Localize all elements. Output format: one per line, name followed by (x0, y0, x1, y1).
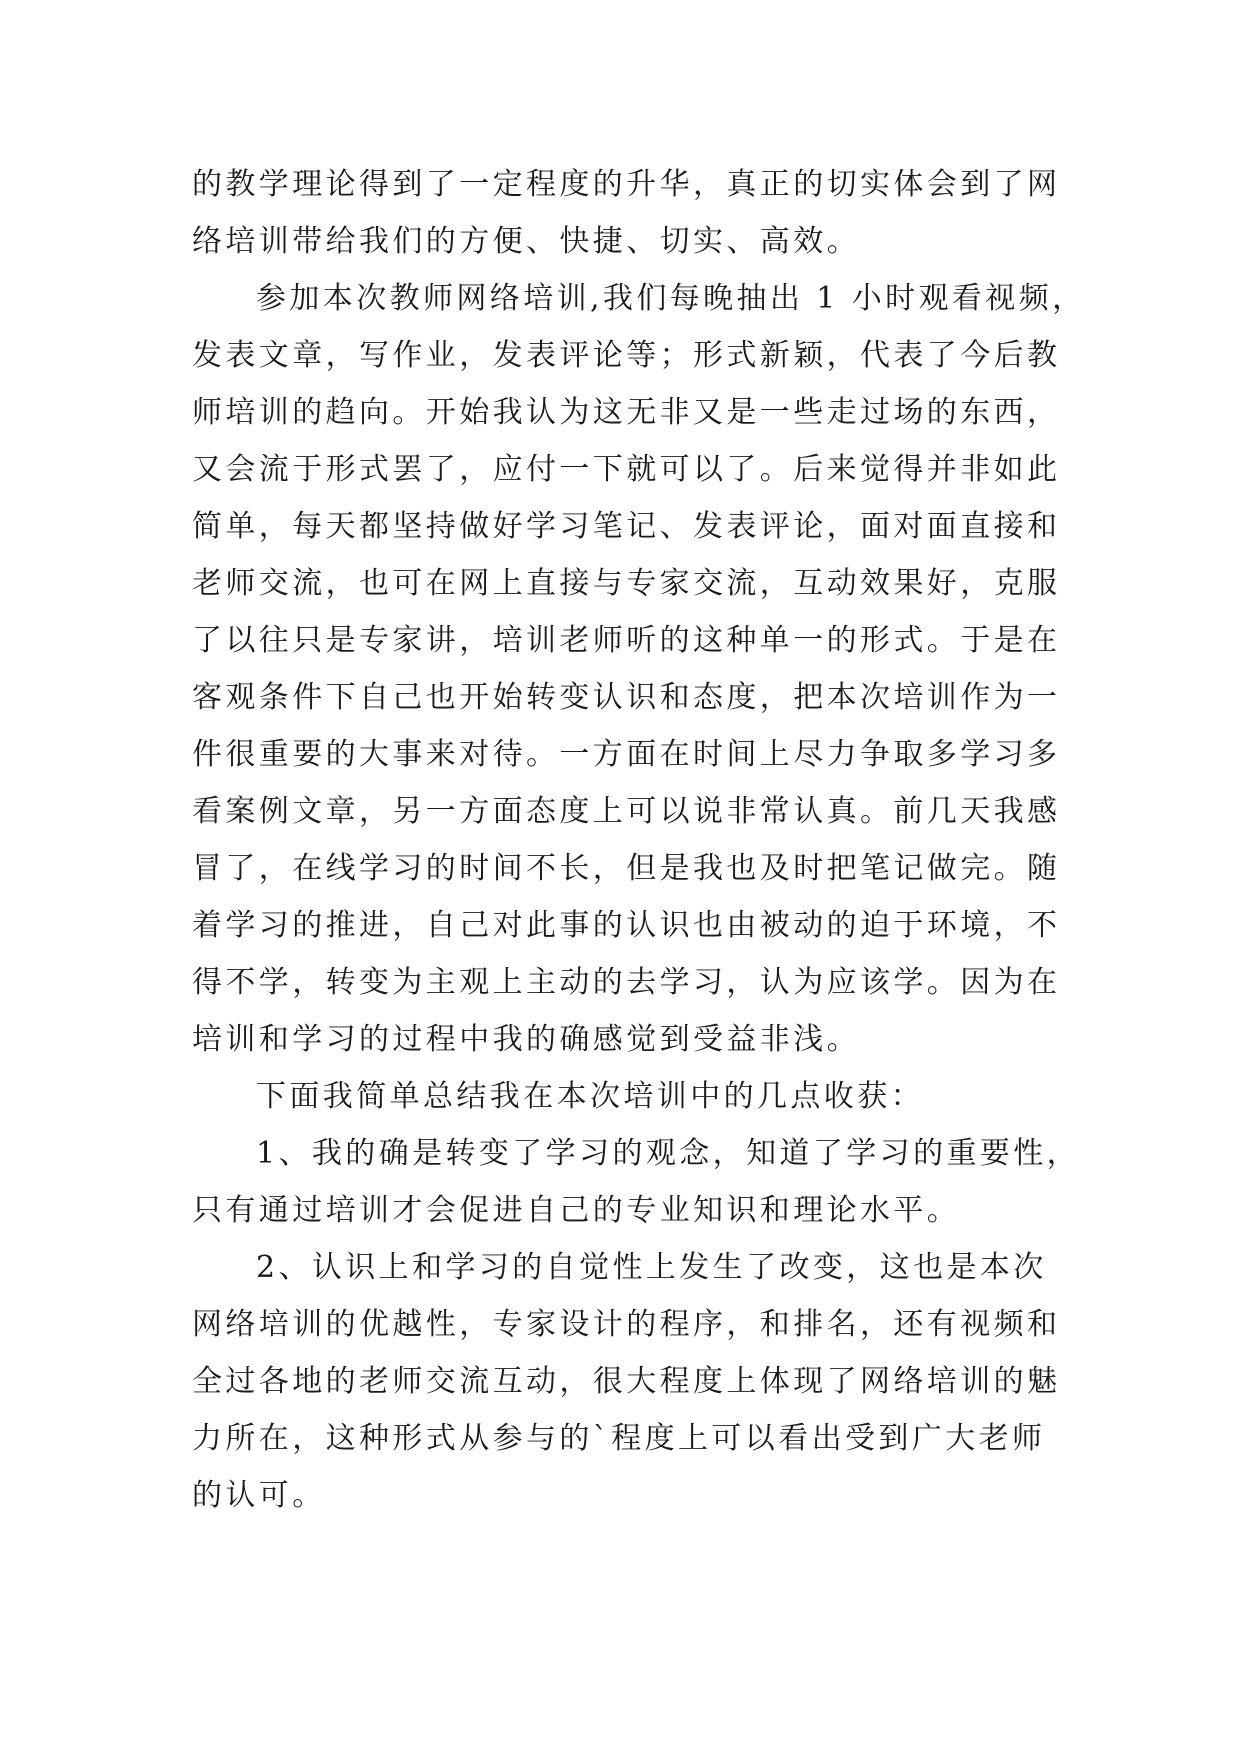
text-line: 冒了，在线学习的时间不长，但是我也及时把笔记做完。随 (192, 851, 1061, 886)
text-line: 简单，每天都坚持做好学习笔记、发表评论，面对面直接和 (192, 509, 1061, 544)
document-body (192, 156, 1086, 1524)
text-line: 老师交流，也可在网上直接与专家交流，互动效果好，克服 (192, 566, 1061, 601)
text-line: 培训和学习的过程中我的确感觉到受益非浅。 (192, 1022, 860, 1057)
text-line: 的教学理论得到了一定程度的升华，真正的切实体会到了网 (192, 167, 1061, 202)
text-line: 着学习的推进，自己对此事的认识也由被动的迫于环境，不 (192, 908, 1061, 943)
text-line: 件很重要的大事来对待。一方面在时间上尽力争取多学习多 (192, 737, 1061, 772)
text-line: 又会流于形式罢了，应付一下就可以了。后来觉得并非如此 (192, 452, 1061, 487)
paragraph-start-line: 参加本次教师网络培训,我们每晚抽出 1 小时观看视频， (256, 281, 1086, 316)
text-line: 客观条件下自己也开始转变认识和态度，把本次培训作为一 (192, 680, 1061, 715)
text-line: 只有通过培训才会促进自己的专业知识和理论水平。 (192, 1193, 961, 1228)
text-line: 师培训的趋向。开始我认为这无非又是一些走过场的东西， (192, 395, 1061, 430)
text-line: 网络培训的优越性，专家设计的程序，和排名，还有视频和 (192, 1307, 1061, 1342)
text-line: 发表文章，写作业，发表评论等；形式新颖，代表了今后教 (192, 338, 1061, 373)
paragraph-start-line: 下面我简单总结我在本次培训中的几点收获： (256, 1079, 924, 1114)
text-line: 络培训带给我们的方便、快捷、切实、高效。 (192, 224, 860, 259)
list-item-1-line: 1、我的确是转变了学习的观念，知道了学习的重要性， (256, 1136, 1081, 1171)
text-line: 的认可。 (192, 1478, 326, 1513)
list-item-2-line: 2、认识上和学习的自觉性上发生了改变，这也是本次 (256, 1250, 1047, 1285)
text-line: 全过各地的老师交流互动，很大程度上体现了网络培训的魅 (192, 1364, 1061, 1399)
text-line: 看案例文章，另一方面态度上可以说非常认真。前几天我感 (192, 794, 1061, 829)
text-line: 得不学，转变为主观上主动的去学习，认为应该学。因为在 (192, 965, 1061, 1000)
text-line: 力所在，这种形式从参与的`程度上可以看出受到广大老师 (192, 1421, 1046, 1456)
text-line: 了以往只是专家讲，培训老师听的这种单一的形式。于是在 (192, 623, 1061, 658)
